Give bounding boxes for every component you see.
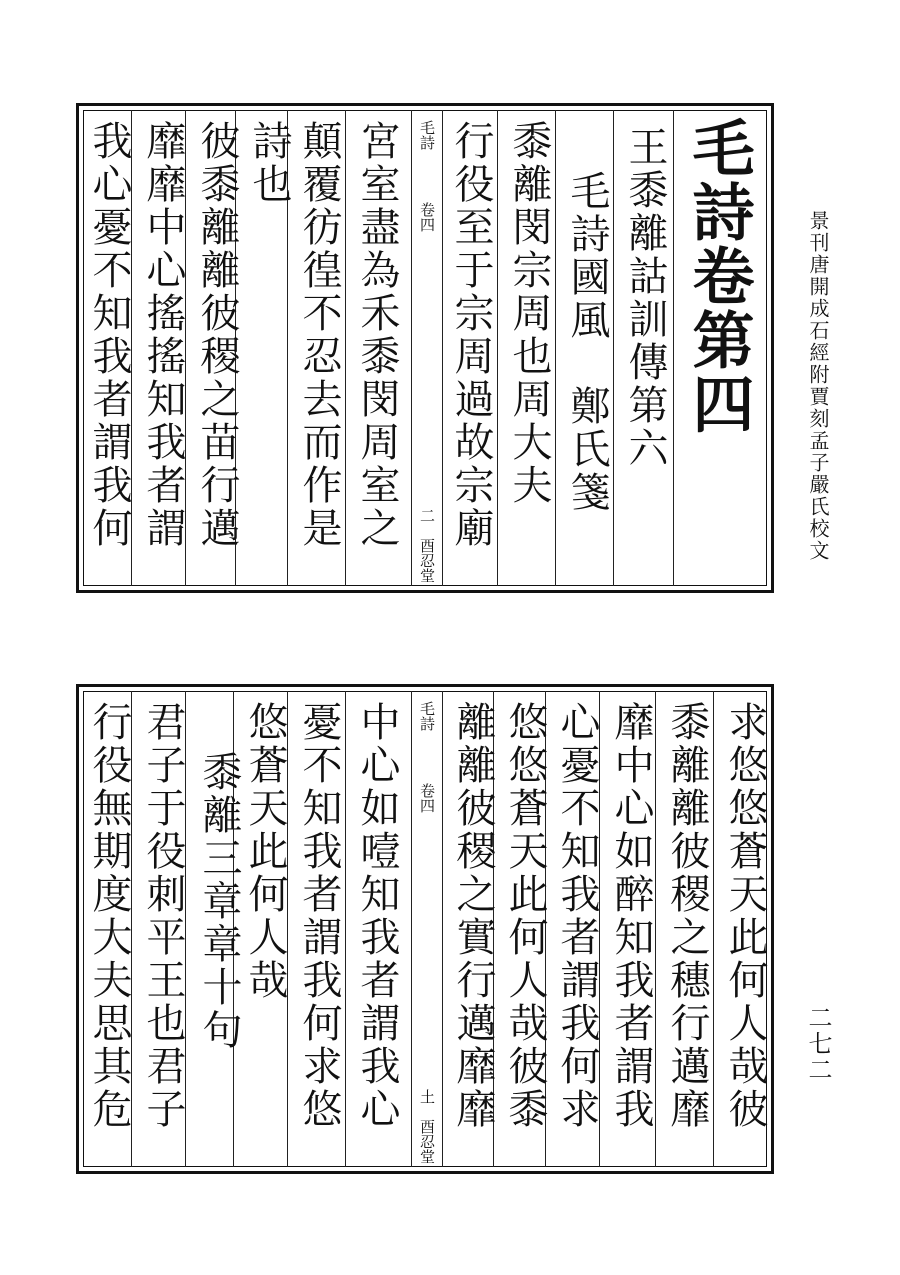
text-column: 憂不知我者謂我何求悠 (296, 701, 342, 1131)
heart-title: 毛詩 (418, 120, 436, 150)
text-column: 毛詩國風 鄭氏箋 (564, 170, 610, 514)
text-column: 顛覆彷徨不忍去而作是 (296, 120, 342, 550)
text-column: 悠蒼天此何人哉 (242, 701, 288, 1002)
text-column: 彼黍離離彼稷之苗行邁 (194, 120, 240, 550)
text-column: 中心如噎知我者謂我心 (354, 701, 400, 1131)
text-column: 黍離三章章十句 (196, 751, 242, 1052)
text-column: 君子于役刺平王也君子 (140, 701, 186, 1131)
bottom-text-block (76, 684, 774, 1174)
text-column: 心憂不知我者謂我何求 (554, 701, 600, 1131)
text-column: 我心憂不知我者謂我何 (86, 120, 132, 550)
heart-publisher: 土 酉忍堂 (418, 1089, 436, 1164)
top-text-block (76, 103, 774, 593)
text-column: 詩也 (246, 120, 292, 206)
heart-publisher: 二 酉忍堂 (418, 508, 436, 583)
text-column: 宮室盡為禾黍閔周室之 (354, 120, 400, 550)
volume-title: 毛詩卷第四 (682, 116, 755, 436)
heart-volume: 卷四 (418, 202, 436, 232)
heart-title: 毛詩 (418, 701, 436, 731)
text-column: 靡中心如醉知我者謂我 (608, 701, 654, 1131)
block-heart (411, 110, 443, 586)
text-column: 靡靡中心搖搖知我者謂 (140, 120, 186, 550)
block-heart (411, 691, 443, 1167)
text-column: 求悠悠蒼天此何人哉彼 (722, 701, 768, 1131)
text-column: 王黍離詁訓傳第六 (622, 126, 668, 470)
heart-volume: 卷四 (418, 783, 436, 813)
text-column: 離離彼稷之實行邁靡靡 (450, 701, 496, 1131)
text-column: 行役無期度大夫思其危 (86, 701, 132, 1131)
text-column: 行役至于宗周過故宗廟 (448, 120, 494, 550)
text-column: 悠悠蒼天此何人哉彼黍 (502, 701, 548, 1131)
text-column: 黍離閔宗周也周大夫 (506, 120, 552, 507)
side-note: 景刊唐開成石經附賈刻孟子嚴氏校文 (806, 210, 830, 562)
page-number: 二七二 (804, 1005, 832, 1083)
text-column: 黍離離彼稷之穗行邁靡 (664, 701, 710, 1131)
